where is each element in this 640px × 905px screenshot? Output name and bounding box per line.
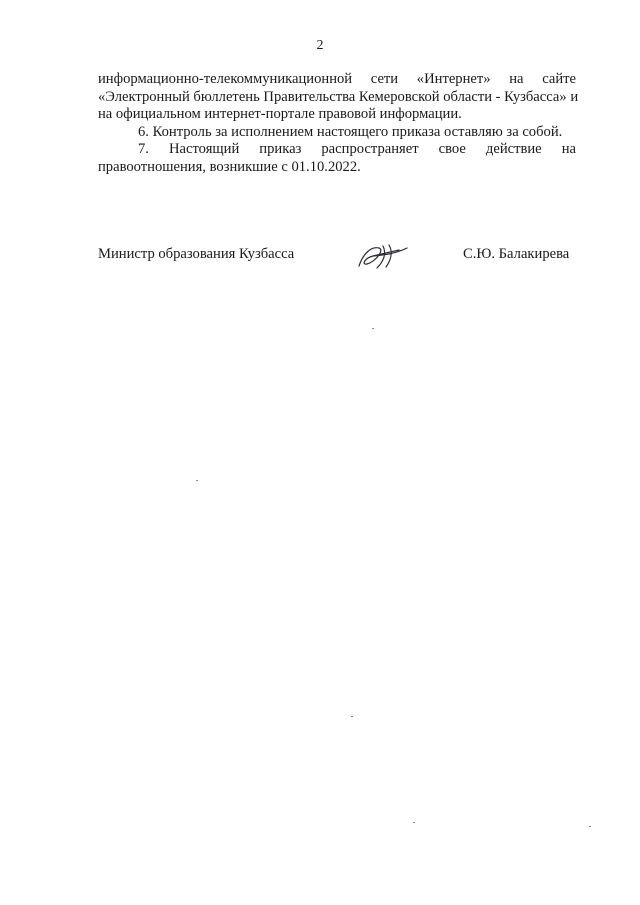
paragraph-7-line-2: правоотношения, возникшие с 01.10.2022. <box>98 158 361 175</box>
scan-speck <box>372 328 374 329</box>
signature-block <box>98 240 576 280</box>
paragraph-7-line-1: 7. Настоящий приказ распространяет свое действие на <box>138 141 576 157</box>
signer-title: Министр образования Кузбасса <box>98 246 295 262</box>
order-text <box>98 71 579 176</box>
paragraph-line: «Электронный бюллетень Правительства Кемеровской области - Кузбасса» и <box>98 88 579 105</box>
signer-name: С.Ю. Балакирева <box>463 246 570 262</box>
paragraph-line: информационно-телекоммуникационной сети «Интернет» на сайте <box>98 71 576 87</box>
handwritten-signature-icon <box>353 240 413 272</box>
scan-speck <box>413 822 415 823</box>
paragraph-6: 6. Контроль за исполнением настоящего приказа оставляю за собой. <box>138 123 563 140</box>
scan-speck <box>351 716 353 717</box>
scan-speck <box>589 826 591 827</box>
scan-speck <box>196 480 198 481</box>
paragraph-line: на официальном интернет-портале правовой информации. <box>98 106 462 122</box>
page-number: 2 <box>316 38 324 53</box>
